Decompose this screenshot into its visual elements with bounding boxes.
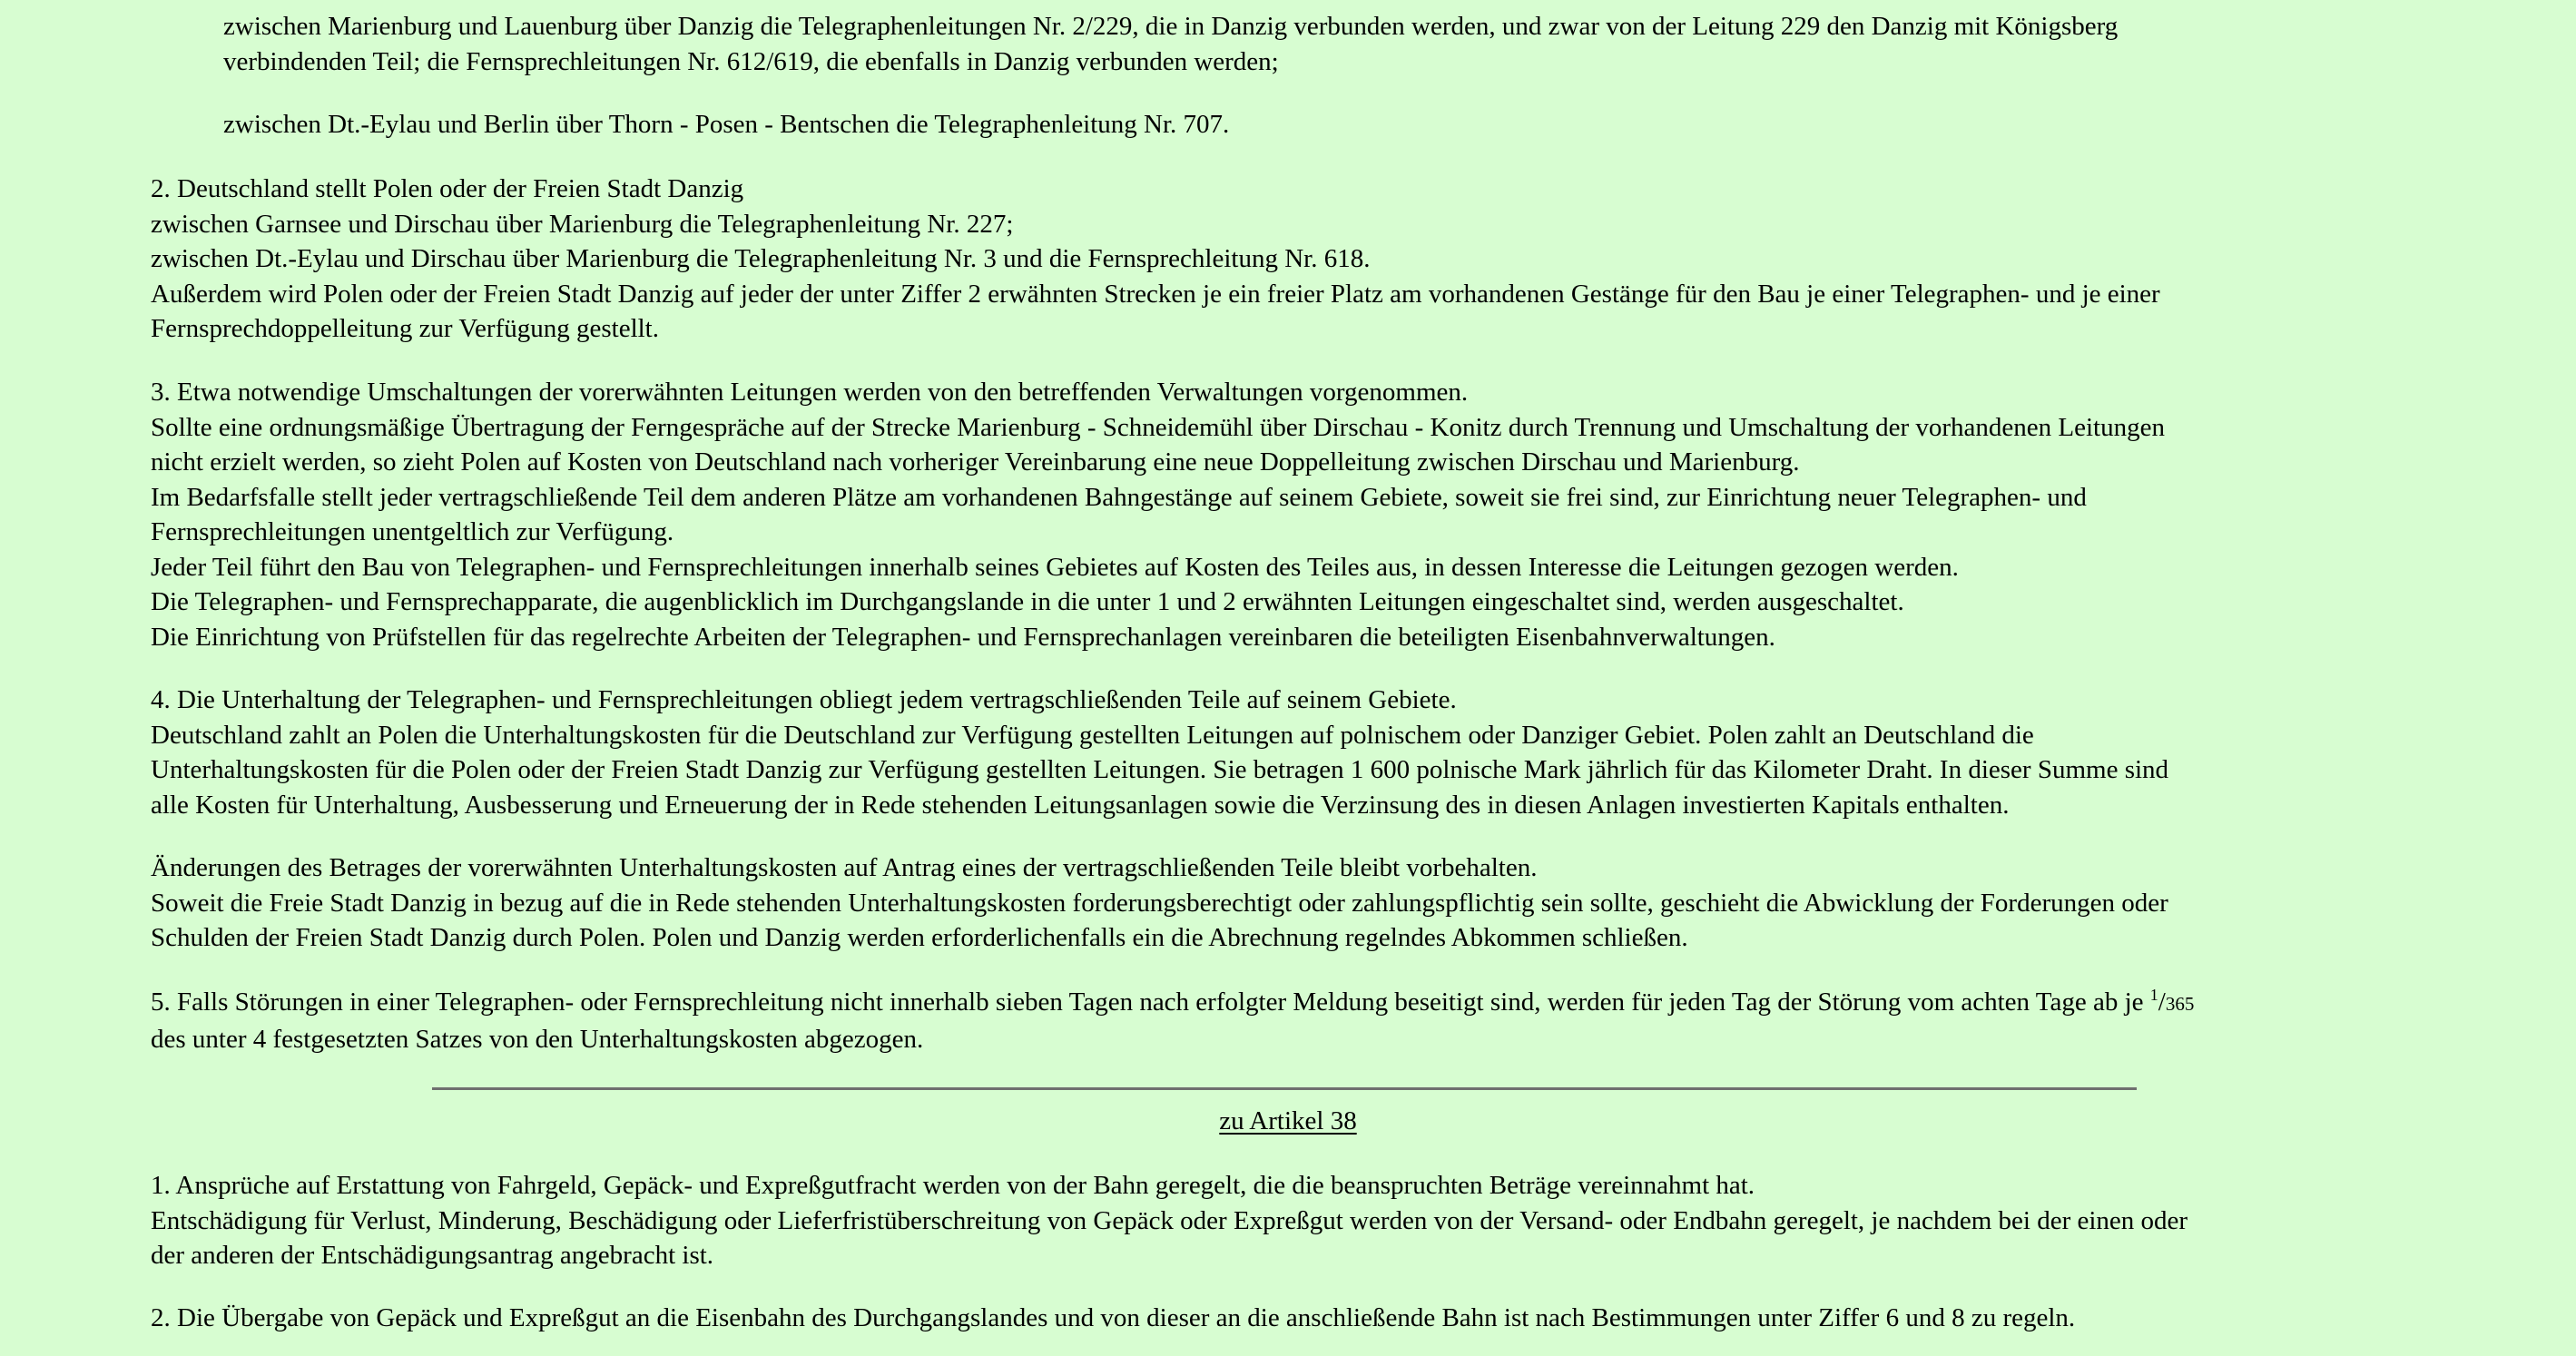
text-line: Entschädigung für Verlust, Minderung, Beschädigung oder Lieferfristüberschreitung von Gepäck oder Expreßgut werden von der Versand- oder Endbahn geregelt, je nachdem bei der einen oder [151, 1205, 2188, 1235]
paragraph-art38-2 [151, 1301, 2456, 1336]
text-line: 2. Die Übergabe von Gepäck und Expreßgut an die Eisenbahn des Durchgangslandes und von dieser an die anschließende Bahn ist nach Bestimmungen unter Ziffer 6 und 8 zu regeln. [151, 1303, 2076, 1332]
text-line: Die Einrichtung von Prüfstellen für das regelrechte Arbeiten der Telegraphen- und Fernsprechanlagen vereinbaren die beteiligten Eisenbahnverwaltungen. [151, 622, 1775, 652]
text-line: Soweit die Freie Stadt Danzig in bezug auf die in Rede stehenden Unterhaltungskosten forderungsberechtigt oder zahlungspflichtig sein sollte, geschieht die Abwicklung der Forderungen oder [151, 888, 2168, 918]
paragraph-section-4 [151, 683, 2456, 822]
text-line: zwischen Garnsee und Dirschau über Marienburg die Telegraphenleitung Nr. 227; [151, 209, 1014, 239]
text-line: 3. Etwa notwendige Umschaltungen der vorerwähnten Leitungen werden von den betreffenden Verwaltungen vorgenommen. [151, 378, 1469, 407]
text-line: verbindenden Teil; die Fernsprechleitungen Nr. 612/619, die ebenfalls in Danzig verbunden werden; [223, 46, 1279, 76]
text-line: Außerdem wird Polen oder der Freien Stadt Danzig auf jeder der unter Ziffer 2 erwähnten Strecken je ein freier Platz am vorhandenen Gestänge für den Bau je einer Telegraphen- und je einer [151, 279, 2160, 309]
text-line: alle Kosten für Unterhaltung, Ausbesserung und Erneuerung der in Rede stehenden Leitungsanlagen sowie die Verzinsung des in diesen Anlagen investierten Kapitals enthalten. [151, 790, 2010, 820]
fraction-separator: / [2158, 988, 2166, 1017]
paragraph-section-5 [151, 985, 2456, 1056]
text-line: Fernsprechdoppelleitung zur Verfügung gestellt. [151, 314, 659, 343]
fraction-numerator: 1 [2149, 986, 2158, 1004]
paragraph-eylau-berlin [223, 107, 2529, 142]
paragraph-section-3 [151, 375, 2456, 654]
section-heading [0, 1104, 2576, 1139]
paragraph-changes [151, 850, 2456, 956]
text-line: Unterhaltungskosten für die Polen oder der Freien Stadt Danzig zur Verfügung gestellten Leitungen. Sie betragen 1 600 polnische Mark jährlich für das Kilometer Draht. In dieser Summe sind [151, 755, 2169, 784]
text-line: zwischen Dt.-Eylau und Dirschau über Marienburg die Telegraphenleitung Nr. 3 und die Fernsprechleitung Nr. 618. [151, 244, 1371, 273]
text-line: Sollte eine ordnungsmäßige Übertragung der Ferngespräche auf der Strecke Marienburg - Schneidemühl über Dirschau - Konitz durch Trennung und Umschaltung der vorhandenen Leitungen [151, 412, 2165, 442]
text-line: Die Telegraphen- und Fernsprechapparate, die augenblicklich im Durchgangslande in die unter 1 und 2 erwähnten Leitungen eingeschaltet sind, werden ausgeschaltet. [151, 587, 1904, 616]
paragraph-lauenburg [223, 9, 2529, 79]
horizontal-rule [432, 1087, 2137, 1090]
text-line: Schulden der Freien Stadt Danzig durch Polen. Polen und Danzig werden erforderlichenfalls ein die Abrechnung regelndes Abkommen schließen. [151, 923, 1688, 952]
text-line: Jeder Teil führt den Bau von Telegraphen- und Fernsprechleitungen innerhalb seines Gebietes auf Kosten des Teiles aus, in dessen Interesse die Leitungen gezogen werden. [151, 552, 1959, 582]
text-line: Deutschland zahlt an Polen die Unterhaltungskosten für die Deutschland zur Verfügung gestellten Leitungen auf polnischem oder Danziger Gebiet. Polen zahlt an Deutschland die [151, 720, 2034, 750]
text-line-content: 5. Falls Störungen in einer Telegraphen- oder Fernsprechleitung nicht innerhalb sieben Tagen nach erfolgter Meldung beseitigt sind, werden für jeden Tag der Störung vom achten Tage ab je [151, 988, 2150, 1017]
text-line: Änderungen des Betrages der vorerwähnten Unterhaltungskosten auf Antrag eines der vertragschließenden Teile bleibt vorbehalten. [151, 853, 1538, 882]
text-line [151, 985, 2456, 1022]
text-line: nicht erzielt werden, so zieht Polen auf Kosten von Deutschland nach vorheriger Vereinbarung eine neue Doppelleitung zwischen Dirschau und Marienburg. [151, 447, 1800, 477]
text-line: der anderen der Entschädigungsantrag angebracht ist. [151, 1241, 714, 1270]
text-line: Im Bedarfsfalle stellt jeder vertragschließende Teil dem anderen Plätze am vorhandenen Bahngestänge auf seinem Gebiete, soweit sie frei sind, zur Einrichtung neuer Telegraphen- und [151, 482, 2087, 512]
section-heading-text: zu Artikel 38 [1219, 1106, 1357, 1135]
text-line: 4. Die Unterhaltung der Telegraphen- und Fernsprechleitungen obliegt jedem vertragschließenden Teile auf seinem Gebiete. [151, 685, 1457, 714]
fraction-denominator: 365 [2165, 993, 2195, 1015]
text-line: 2. Deutschland stellt Polen oder der Freien Stadt Danzig [151, 174, 744, 203]
text-line: des unter 4 festgesetzten Satzes von den Unterhaltungskosten abgezogen. [151, 1024, 924, 1054]
paragraph-section-2 [151, 172, 2456, 347]
paragraph-art38-1 [151, 1168, 2456, 1273]
text-line: zwischen Dt.-Eylau und Berlin über Thorn - Posen - Bentschen die Telegraphenleitung Nr. 707. [223, 110, 1230, 139]
text-line: zwischen Marienburg und Lauenburg über Danzig die Telegraphenleitungen Nr. 2/229, die in Danzig verbunden werden, und zwar von der Leitung 229 den Danzig mit Königsberg [223, 12, 2119, 41]
text-line: Fernsprechleitungen unentgeltlich zur Verfügung. [151, 517, 674, 546]
text-line: 1. Ansprüche auf Erstattung von Fahrgeld, Gepäck- und Expreßgutfracht werden von der Bahn geregelt, die die beanspruchten Beträge vereinnahmt hat. [151, 1171, 1755, 1200]
